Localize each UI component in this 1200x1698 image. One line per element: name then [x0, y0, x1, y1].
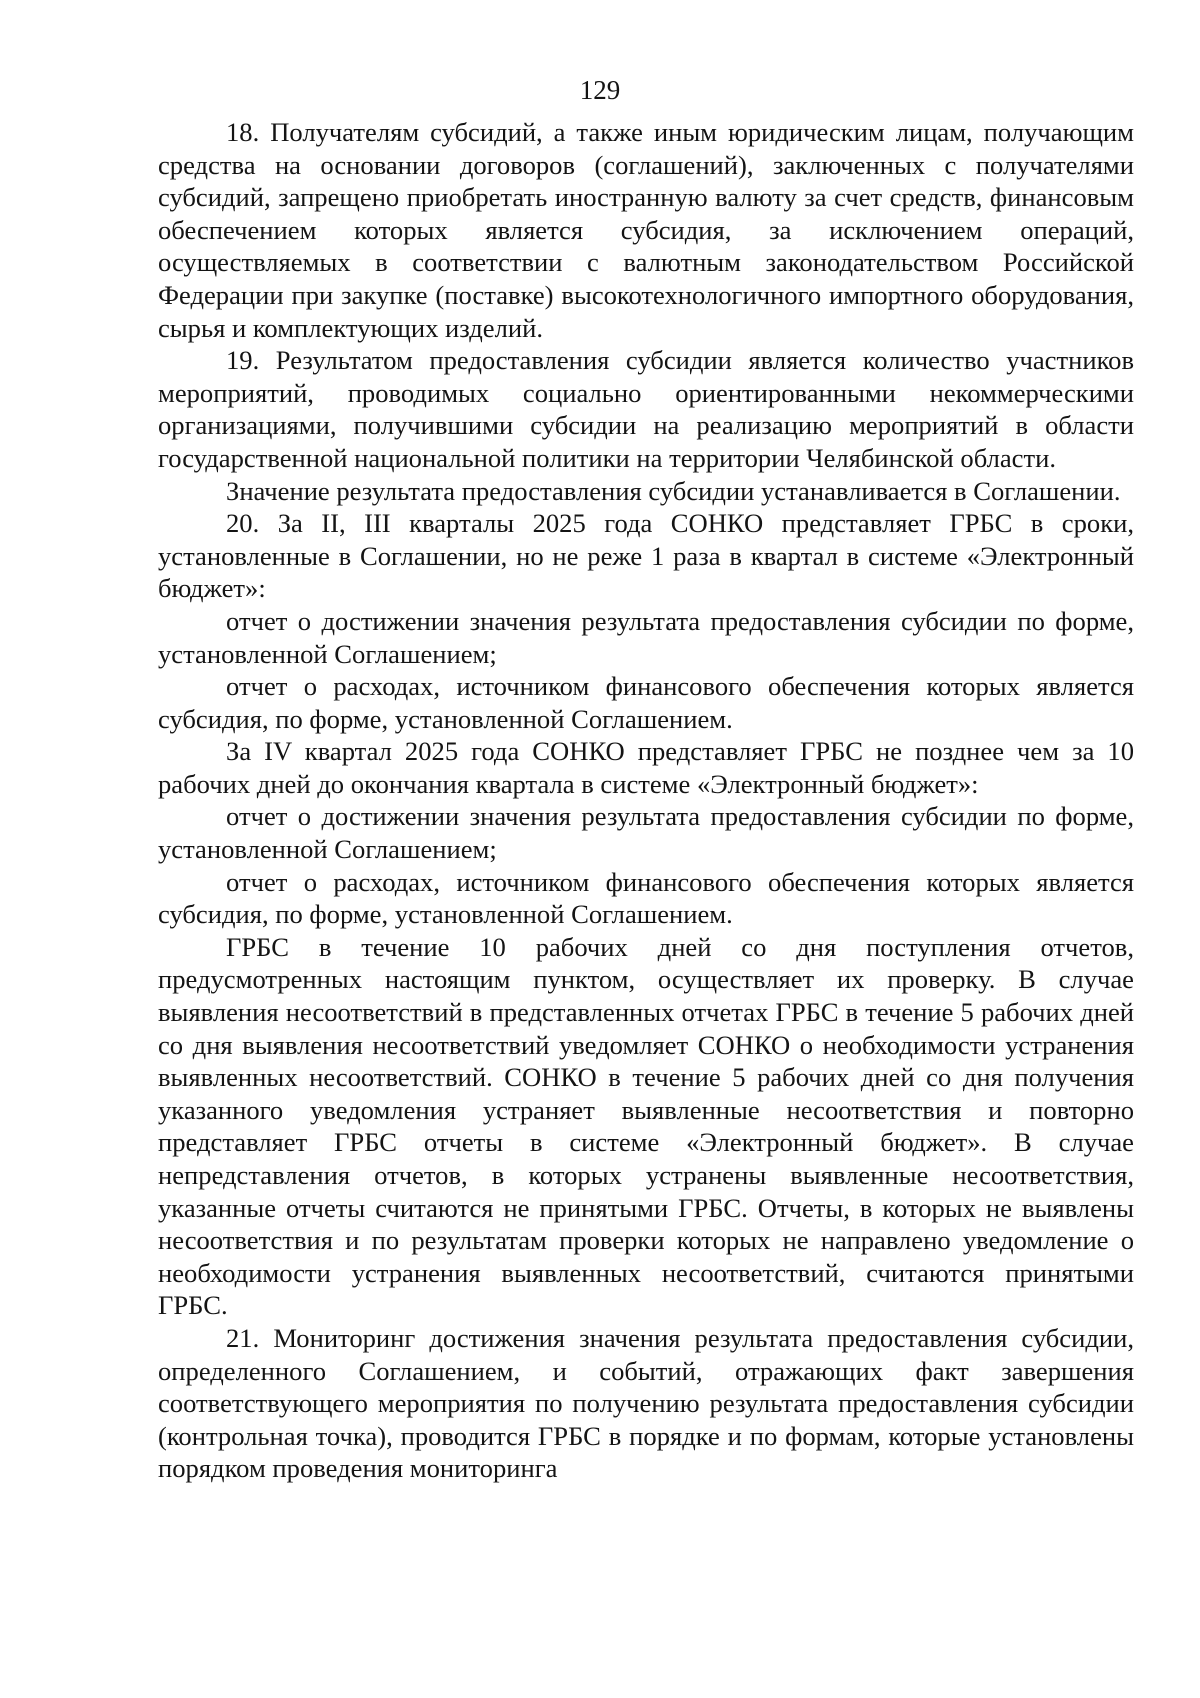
paragraph-20: 20. За II, III кварталы 2025 года СОНКО представляет ГРБС в сроки, установленные в Соглашении, но не реже 1 раза в квартал в системе «Электронный бюджет»: [158, 508, 1134, 604]
paragraph-21: 21. Мониторинг достижения значения результата предоставления субсидии, определенного Соглашением, и событий, отражающих факт завершения соответствующего мероприятия по получению результата предоставления субсидии (контрольная точка), проводится ГРБС в порядке и по формам, которые установлены порядком проведения мониторинга [158, 1322, 1134, 1484]
paragraph-grbs-verification: ГРБС в течение 10 рабочих дней со дня поступления отчетов, предусмотренных настоящим пунктом, осуществляет их проверку. В случае выявления несоответствий в представленных отчетах ГРБС в течение 5 рабочих дней со дня выявления несоответствий уведомляет СОНКО о необходимости устранения выявленных несоответствий. СОНКО в течение 5 рабочих дней со дня получения указанного уведомления устраняет выявленные несоответствия и повторно представляет ГРБС отчеты в системе «Электронный бюджет». В случае непредставления отчетов, в которых устранены выявленные несоответствия, указанные отчеты считаются не принятыми ГРБС. Отчеты, в которых не выявлены несоответствия и по результатам проверки которых не направлено уведомление о необходимости устранения выявленных несоответствий, считаются принятыми ГРБС. [158, 931, 1134, 1321]
paragraph-report-expenses-q2-q3: отчет о расходах, источником финансового обеспечения которых является субсидия, по форме, установленной Соглашением. [158, 671, 1134, 734]
page-number: 129 [579, 75, 621, 105]
paragraph-report-achievement-q2-q3: отчет о достижении значения результата предоставления субсидии по форме, установленной Соглашением; [158, 605, 1134, 669]
paragraph-q4: За IV квартал 2025 года СОНКО представляет ГРБС не позднее чем за 10 рабочих дней до окончания квартала в системе «Электронный бюджет»: [158, 736, 1134, 799]
paragraph-19: 19. Результатом предоставления субсидии является количество участников мероприятий, проводимых социально ориентированными некоммерческими организациями, получившими субсидии на реализацию мероприятий в области государственной национальной политики на территории Челябинской области. [158, 345, 1134, 473]
document-body [158, 116, 1134, 1485]
paragraph-report-expenses-q4: отчет о расходах, источником финансового обеспечения которых является субсидия, по форме, установленной Соглашением. [158, 866, 1134, 930]
paragraph-report-achievement-q4: отчет о достижении значения результата предоставления субсидии по форме, установленной Соглашением; [158, 801, 1134, 865]
paragraph-result-value: Значение результата предоставления субсидии устанавливается в Соглашении. [226, 475, 1121, 506]
paragraph-18: 18. Получателям субсидий, а также иным юридическим лицам, получающим средства на основании договоров (соглашений), заключенных с получателями субсидий, запрещено приобретать иностранную валюту за счет средств, финансовым обеспечением которых является субсидия, за исключением операций, осуществляемых в соответствии с валютным законодательством Российской Федерации при закупке (поставке) высокотехнологичного импортного оборудования, сырья и комплектующих изделий. [158, 117, 1134, 343]
